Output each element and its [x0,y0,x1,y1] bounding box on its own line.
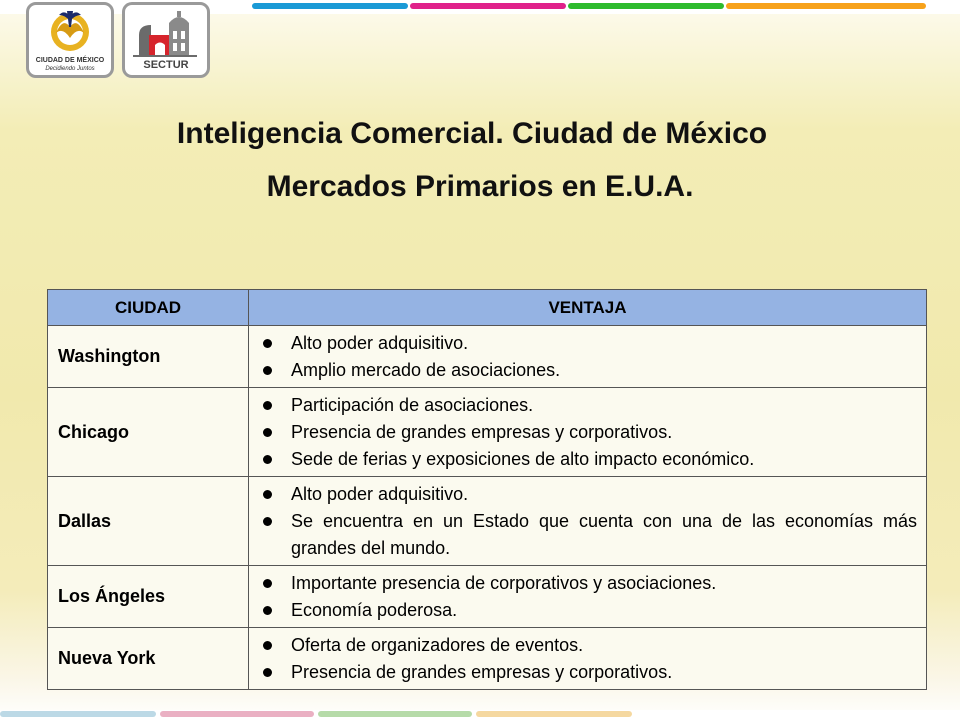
city-cell: Washington [48,326,249,388]
bullet-icon [263,490,272,499]
advantage-text: Oferta de organizadores de eventos. [291,635,584,655]
bullet-icon [263,455,272,464]
cdmx-logo [26,2,114,78]
advantage-item [259,481,917,508]
advantage-cell [249,628,927,690]
advantage-cell [249,566,927,628]
advantage-cell [249,388,927,477]
advantage-item [259,392,917,419]
table-row-dallas [48,477,927,566]
page-title: Inteligencia Comercial. Ciudad de México [176,117,768,150]
advantage-item [259,357,917,384]
stripe-blue [252,3,408,9]
stripe-light-pink [160,711,314,717]
advantage-text: Economía poderosa. [291,600,458,620]
table-row-los-angeles [48,566,927,628]
advantage-item [259,659,917,686]
column-header-advantage: VENTAJA [249,290,927,326]
table-row-nueva-york [48,628,927,690]
advantage-item [259,446,917,473]
stripe-green [568,3,724,9]
angel-emblem-icon [29,5,111,57]
city-cell: Nueva York [48,628,249,690]
advantage-text: Sede de ferias y exposiciones de alto impacto económico. [291,449,755,469]
bullet-icon [263,517,272,526]
advantage-text: Importante presencia de corporativos y asociaciones. [291,573,717,593]
advantage-item [259,632,917,659]
building-emblem-icon [125,5,207,59]
bullet-icon [263,606,272,615]
bottom-color-bar [0,710,960,720]
advantage-text: Se encuentra en un Estado que cuenta con una de las economías más grandes del mundo. [291,511,917,558]
advantage-item [259,597,917,624]
stripe-light-green [318,711,472,717]
advantage-text: Alto poder adquisitivo. [291,333,469,353]
bullet-icon [263,579,272,588]
advantage-text: Participación de asociaciones. [291,395,534,415]
logo-tagline: Decidiendo Juntos [45,66,95,72]
city-cell: Los Ángeles [48,566,249,628]
markets-table [47,289,927,690]
city-cell: Dallas [48,477,249,566]
advantage-item [259,419,917,446]
advantage-cell [249,326,927,388]
bullet-icon [263,428,272,437]
bullet-icon [263,668,272,677]
advantage-item [259,508,917,562]
table-header-row [48,290,927,326]
bullet-icon [263,401,272,410]
stripe-light-blue [0,711,156,717]
page-subtitle: Mercados Primarios en E.U.A. [266,170,694,203]
advantage-text: Presencia de grandes empresas y corporativos. [291,422,673,442]
bullet-icon [263,641,272,650]
advantage-item [259,570,917,597]
advantage-text: Presencia de grandes empresas y corporativos. [291,662,673,682]
bullet-icon [263,339,272,348]
sectur-logo [122,2,210,78]
advantage-text: Alto poder adquisitivo. [291,484,469,504]
advantage-cell [249,477,927,566]
column-header-city: CIUDAD [48,290,249,326]
table-row-washington [48,326,927,388]
logo-caption: CIUDAD DE MÉXICO [35,57,105,64]
city-cell: Chicago [48,388,249,477]
bullet-icon [263,366,272,375]
logo-caption: SECTUR [143,59,189,71]
table-row-chicago [48,388,927,477]
stripe-orange [726,3,926,9]
advantage-text: Amplio mercado de asociaciones. [291,360,561,380]
stripe-light-orange [476,711,632,717]
stripe-magenta [410,3,566,9]
advantage-item [259,330,917,357]
